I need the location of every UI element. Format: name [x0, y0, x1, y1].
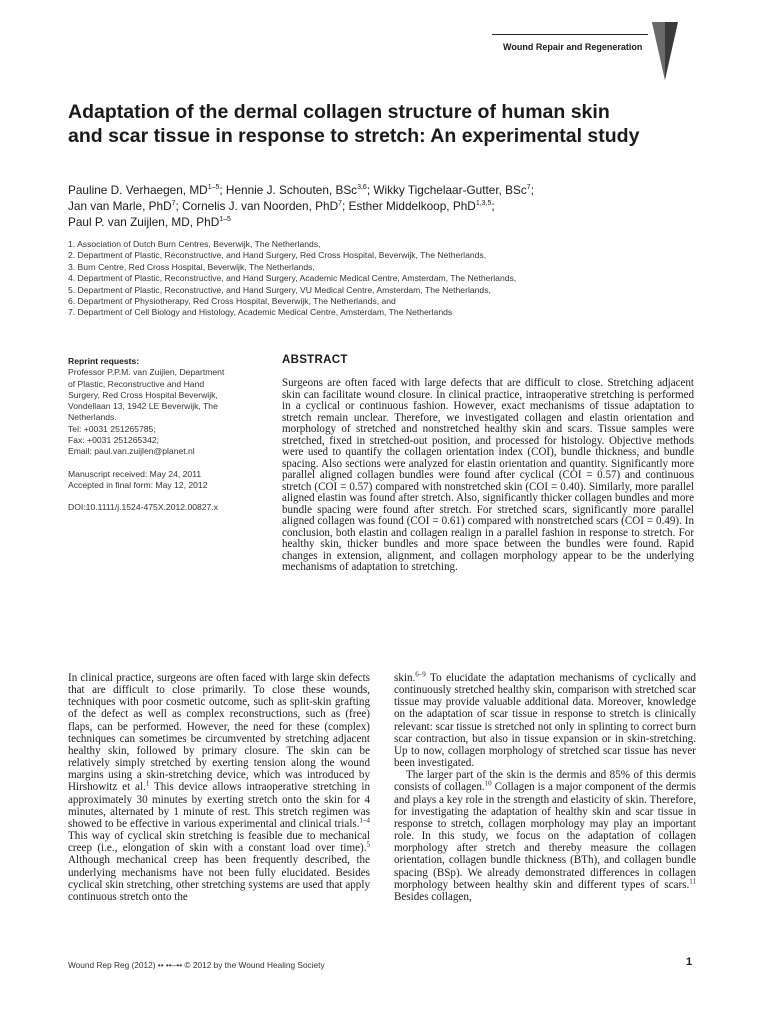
citation-reference: 10 [484, 779, 492, 788]
body-paragraph [68, 672, 370, 903]
affiliation-item: 1. Association of Dutch Burn Centres, Beverwijk, The Netherlands, [68, 239, 321, 249]
abstract-heading: ABSTRACT [282, 354, 348, 366]
reprint-heading: Reprint requests: [68, 356, 140, 366]
author-line [68, 214, 688, 230]
reprint-line: Professor P.P.M. van Zuijlen, Department [68, 367, 225, 378]
author-affiliation-marker: 1,3,5 [475, 200, 492, 208]
paragraph-text: Collagen is a major component of the dermis and plays a key role in the strength and elasticity of skin. Therefore, for investigating the adaptation of healthy skin and scar tissue in response to stretch, collagen morphology may play an important role. In this study, we focus on the adaptation of collagen morphology after stretch and thereby measure the collagen orientation, collagen bundle thickness (BTh), and collagen bundle spacing (BSp). We already demonstrated differences in collagen morphology between healthy skin and different types of scars. [394, 781, 696, 891]
abstract-text: Surgeons are often faced with large defects that are difficult to close. Stretching adjacent skin can facilitate wound closure. In clinical practice, intraoperative stretching is performed in a cyclical or continuous fashion. However, exact mechanisms of tissue adaptation to stretch remain unclear. Therefore, we investigated collagen and elastin orientation and morphology of stretched and nonstretched healthy skin and scars. Tissue samples were stretched, fixed in stretched-out position, and processed for histology. Objective methods were used to quantify the collagen orientation index (COI), bundle thickness, and bundle spacing. Also sections were analyzed for elastin orientation and quantity. Significantly more parallel aligned collagen bundles were found after cyclical (COI = 0.57) and continuous stretch (COI = 0.57) compared with nonstretched skin (COI = 0.40). Similarly, more parallel aligned elastin was found after stretch. Also, significantly thicker collagen bundles and more bundle spacing were found after stretch. For stretched scars, significantly more parallel aligned collagen was found (COI = 0.61) compared with nonstretched scars (COI = 0.49). In conclusion, both elastin and collagen realign in a parallel fashion in response to stretch. For healthy skin, thicker bundles and more space between the bundles were found. Rapid changes in extension, alignment, and collagen morphology appear to be the underlying mechanisms of adaptation to stretching. [282, 377, 694, 573]
citation-reference: 1 [145, 779, 150, 788]
author-name: Paul P. van Zuijlen, MD, PhD [68, 215, 220, 229]
affiliation-item: 5. Department of Plastic, Reconstructive, and Hand Surgery, VU Medical Centre, Amsterdam, The Netherlands, [68, 284, 491, 295]
author-line [68, 198, 688, 214]
reprint-line: Tel: +0031 251265785; [68, 423, 156, 434]
reprint-line: Email: paul.van.zuijlen@planet.nl [68, 446, 195, 457]
author-affiliation-marker: 1–5 [219, 216, 231, 224]
citation-reference: 1–4 [359, 816, 370, 825]
paragraph-text: This way of cyclical skin stretching is feasible due to mechanical creep (i.e., elongation of skin with a constant load over time). [68, 830, 370, 855]
affiliation-item: 4. Department of Plastic, Reconstructive, and Hand Surgery, Academic Medical Centre, Amsterdam, The Netherlands, [68, 273, 517, 284]
doi-text: DOI:10.1111/j.1524-475X.2012.00827.x [68, 502, 219, 513]
author-name: Pauline D. Verhaegen, MD [68, 183, 208, 197]
author-name: ; Cornelis J. van Noorden, PhD [175, 199, 339, 213]
paragraph-text: Although mechanical creep has been frequently described, the underlying mechanisms have not been fully elucidated. Besides cyclical skin stretching, other stretching systems are used that apply continuous stretch onto the [68, 854, 370, 903]
reprint-line: of Plastic, Reconstructive and Hand [68, 378, 205, 389]
paragraph-text: skin. [394, 672, 416, 684]
header-rule [492, 34, 648, 35]
author-name: ; [530, 183, 534, 197]
author-name: ; Hennie J. Schouten, BSc [219, 183, 358, 197]
journal-name: Wound Repair and Regeneration [503, 42, 643, 52]
reprint-address [68, 367, 258, 457]
author-affiliation-marker: 7 [526, 184, 531, 192]
author-name: ; Esther Middelkoop, PhD [342, 199, 476, 213]
affiliation-item: 3. Burn Centre, Red Cross Hospital, Beverwijk, The Netherlands, [68, 261, 315, 272]
affiliation-list [68, 239, 688, 319]
paragraph-text: Besides collagen, [394, 890, 472, 903]
author-affiliation-marker: 7 [338, 200, 343, 208]
author-affiliation-marker: 7 [171, 200, 176, 208]
citation-reference: 11 [689, 876, 696, 885]
reprint-line: Surgery, Red Cross Hospital Beverwijk, [68, 389, 218, 400]
abstract-section [282, 354, 694, 574]
author-affiliation-marker: 1–5 [207, 184, 220, 192]
manuscript-accepted: Accepted in final form: May 12, 2012 [68, 479, 208, 490]
author-name: Jan van Marle, PhD [68, 199, 172, 213]
author-name: ; [491, 199, 495, 213]
citation-reference: 5 [366, 840, 370, 849]
author-line [68, 182, 688, 198]
affiliation-item: 2. Department of Plastic, Reconstructive, and Hand Surgery, Red Cross Hospital, Beverwijk, The Netherlands, [68, 250, 487, 261]
affiliation-item: 6. Department of Physiotherapy, Red Cross Hospital, Beverwijk, The Netherlands, and [68, 296, 396, 307]
paragraph-text: In clinical practice, surgeons are often faced with large skin defects that are difficult to close primarily. To close these wounds, techniques with poor cosmetic outcome, such as split-skin grafting of the defect as well as complex reconstructions, such as (free) flaps, can be performed. However, the need for these (complex) techniques can sometimes be circumvented by stretching adjacent healthy skin, followed by primary closure. The skin can be relatively simply stretched by exerting tension along the wound margins using a skin-stretching device, which was introduced by Hirshowitz et al. [68, 672, 370, 794]
body-column-right [394, 672, 696, 903]
affiliation-item: 7. Department of Cell Biology and Histology, Academic Medical Centre, Amsterdam, The Netherlands [68, 307, 453, 318]
paragraph-text: The larger part of the skin is the dermis and 85% of this dermis consists of collagen. [394, 769, 696, 794]
reprint-line: Fax: +0031 251265342; [68, 435, 160, 446]
author-name: ; Wikky Tigchelaar-Gutter, BSc [366, 183, 527, 197]
reprint-line: Netherlands. [68, 412, 117, 423]
body-paragraph [394, 769, 696, 903]
footer-citation: Wound Rep Reg (2012) •• ••–•• © 2012 by the Wound Healing Society [68, 960, 325, 970]
reprint-line: Vondellaan 13, 1942 LE Beverwijk, The [68, 401, 218, 412]
paragraph-text: This device allows intraoperative stretching in approximately 30 minutes by exerting stretch onto the skin for 4 minutes, alternated by 1 minute of rest. This stretch regimen was showed to be effective in various experimental and clinical trials. [68, 781, 370, 830]
paragraph-text: To elucidate the adaptation mechanisms of cyclically and continuously stretched healthy skin, comparison with stretched scar tissue may provide valuable additional data. Moreover, knowledge on the adaptation of scar tissue in response to stretch is clinically relevant: scar tissue is stretched not only in splinting to correct burn scar contraction, but also in tissue expansion or in skin-stretching. Up to now, collagen morphology of stretched scar tissue has never been investigated. [394, 672, 696, 770]
body-column-left [68, 672, 370, 903]
journal-triangle-icon [650, 22, 680, 82]
manuscript-received: Manuscript received: May 24, 2011 [68, 468, 202, 479]
author-list [68, 182, 688, 230]
author-affiliation-marker: 3,6 [357, 184, 367, 192]
body-paragraph [394, 672, 696, 769]
citation-reference: 6–9 [415, 670, 426, 679]
page-number: 1 [686, 956, 693, 968]
article-title: Adaptation of the dermal collagen structure of human skin and scar tissue in response to stretch: An experimental study [68, 101, 640, 147]
correspondence-block [68, 356, 258, 514]
